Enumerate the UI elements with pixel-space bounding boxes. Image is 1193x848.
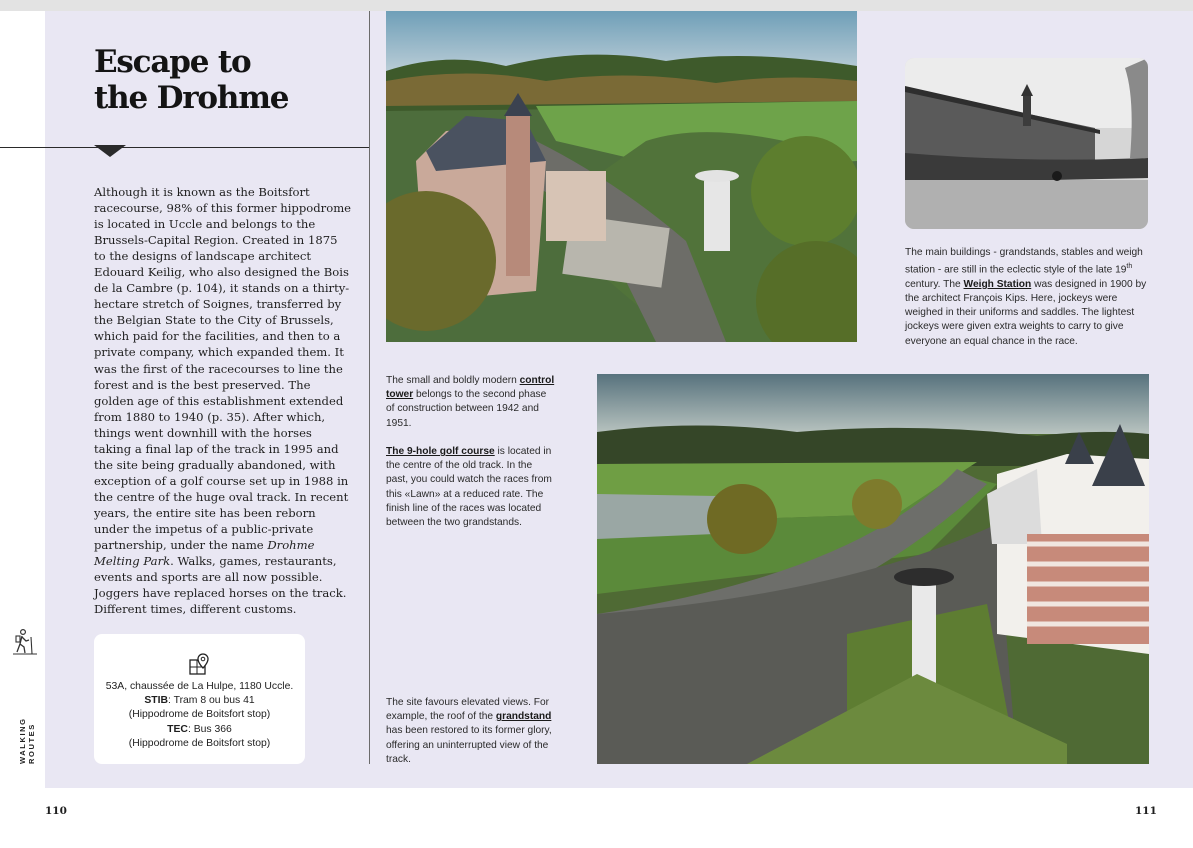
top-strip: [0, 0, 1193, 11]
golf-course-link: The 9-hole golf course: [386, 446, 495, 457]
weigh-station-caption: The main buildings - grandstands, stables and weigh station - are still in the eclectic style of the late 19th century. The Weigh Station was designed in 1900 by the architect François Kips. Here, jockeys were weighed in their uniforms and saddles. The lightest jockeys were given extra weights to carry to give everyone an equal chance in the race.: [905, 247, 1147, 347]
control-tower-caption: The small and boldly modern control tower belongs to the second phase of construction between 1942 and 1951.: [386, 375, 555, 429]
hiker-icon: [12, 628, 38, 656]
info-stib-stop: (Hippodrome de Boitsfort stop): [128, 709, 271, 721]
aerial-weigh-station-photo: [386, 11, 857, 342]
title-divider: [0, 147, 370, 148]
page-number-left: 110: [45, 805, 67, 817]
grandstand-caption: The site favours elevated views. For example, the roof of the grandstand has been restored to its former glory, offering an uninterrupted view of the track.: [386, 697, 552, 765]
info-tec: TEC: Bus 366: [167, 723, 232, 735]
map-pin-icon: [188, 652, 212, 676]
page-number-right: 111: [1135, 805, 1157, 817]
grandstand-link: grandstand: [495, 711, 552, 723]
aerial-grandstand-track-photo: [597, 374, 1149, 764]
info-tec-stop: (Hippodrome de Boitsfort stop): [128, 737, 271, 749]
historic-grandstand-photo: [905, 58, 1148, 229]
section-side-label: WALKING ROUTES: [18, 717, 36, 764]
column-divider: [369, 11, 370, 764]
page-title: Escape to the Drohme: [94, 44, 289, 116]
title-marker-triangle: [94, 145, 126, 157]
golf-course-caption: The 9-hole golf course is located in the centre of the old track. In the past, you could watch the races from this «Lawn» at a reduced rate. The finish line of the races was located between the two grandstands.: [386, 446, 552, 529]
control-tower-link: control tower: [386, 375, 555, 401]
info-stib: STIB: Tram 8 ou bus 41: [144, 695, 255, 707]
info-address: 53A, chaussée de La Hulpe, 1180 Uccle.: [105, 681, 294, 692]
main-article-text: Although it is known as the Boitsfort racecourse, 98% of this former hippodrome is located in Uccle and belongs to the Brussels-Capital Region. Created in 1875 to the designs of landscape architect Edouard Keilig, who also designed the Bois de la Cambre (p. 104), it stands on a thirty-hectare stretch of Soignes, transferred by the Belgian State to the City of Brussels, which paid for the facilities, and then to a private company, which expanded them. It was the first of the racecourses to line the forest and is the best preserved. The golden age of this establishment extended from 1880 to 1940 (p. 35). After which, things went downhill with the horses taking a final lap of the track in 1995 and the site being gradually abandoned, with exception of a golf course set up in 1988 in the centre of the huge oval track. In recent years, the entire site has been reborn under the impetus of a public-private partnership, under the name Drohme Melting Park. Walks, games, restaurants, events and sports are all now possible. Joggers have replaced horses on the track. Different times, different customs.: [94, 185, 352, 617]
address-info-box: [94, 634, 305, 764]
weigh-station-link: Weigh Station: [963, 278, 1032, 290]
